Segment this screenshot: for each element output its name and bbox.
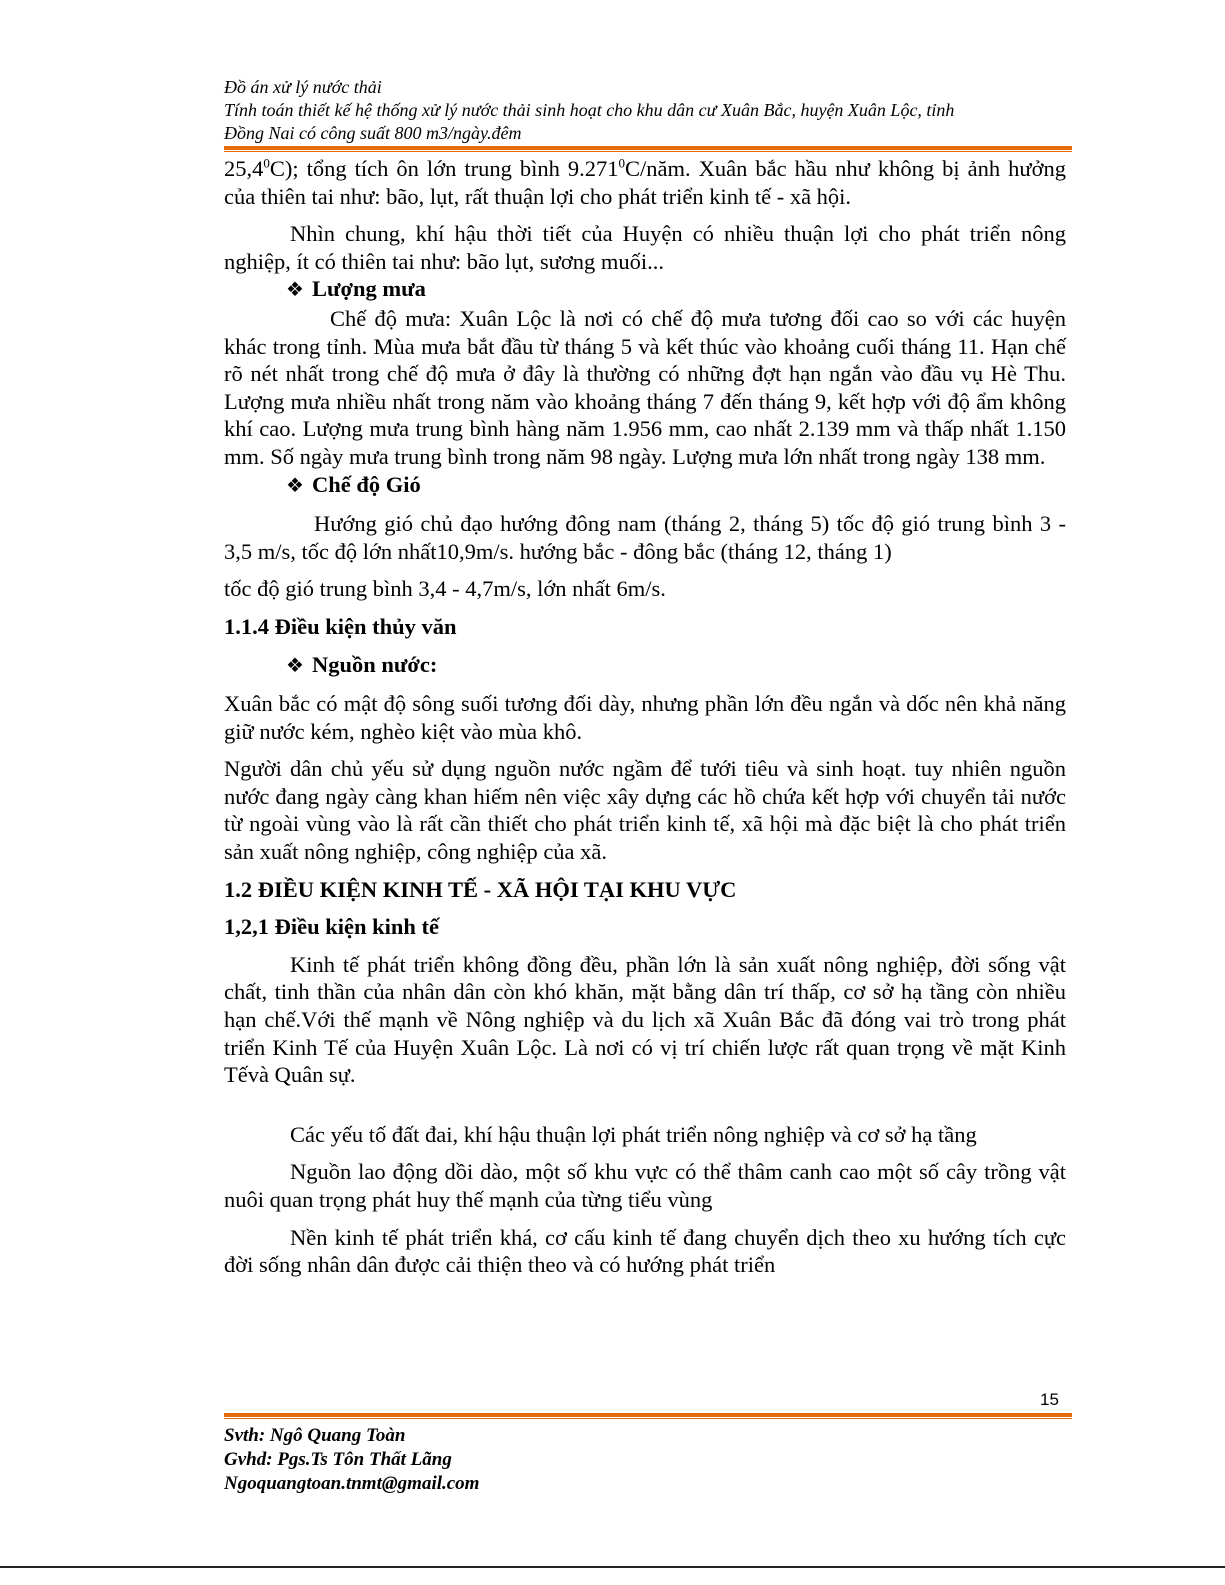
page-header	[224, 76, 1074, 145]
diamond-bullet-icon: ❖	[286, 654, 304, 677]
bullet-heading-rain: ❖ Lượng mưa	[224, 275, 1066, 305]
paragraph-economy-1: Kinh tế phát triển không đồng đều, phần lớn là sản xuất nông nghiệp, đời sống vật chất, tinh thần của nhân dân còn khó khăn, mặt bằng dân trí thấp, cơ sở hạ tầng còn nhiều hạn chế.Với thế mạnh về Nông nghiệp và du lịch xã Xuân Bắc đã đóng vai trò trong phát triển Kinh Tế của Huyện Xuân Lộc. Là nơi có vị trí chiến lược rất quan trọng về mặt Kinh Tếvà Quân sự.	[224, 951, 1066, 1088]
paragraph-economy-3: Nguồn lao động dồi dào, một số khu vực có thể thâm canh cao một số cây trồng vật nuôi quan trọng phát huy thế mạnh của từng tiểu vùng	[224, 1159, 1066, 1212]
document-body	[224, 155, 1066, 1279]
header-rule	[224, 146, 1072, 152]
diamond-bullet-icon: ❖	[286, 279, 304, 302]
paragraph-rain: Chế độ mưa: Xuân Lộc là nơi có chế độ mưa tương đối cao so với các huyện khác trong tỉnh. Mùa mưa bắt đầu từ tháng 5 và kết thúc vào khoảng cuối tháng 11. Hạn chế rõ nét nhất trong chế độ mưa ở đây là thường có những đợt hạn ngắn vào đầu vụ Hè Thu. Lượng mưa nhiều nhất trong năm vào khoảng tháng 7 đến tháng 9, kết hợp với độ ẩm không khí cao. Lượng mưa trung bình hàng năm 1.956 mm, cao nhất 2.139 mm và thấp nhất 1.150 mm. Số ngày mưa trung bình trong năm 98 ngày. Lượng mưa lớn nhất trong ngày 138 mm.	[224, 305, 1066, 469]
page-footer	[224, 1424, 479, 1496]
paragraph-water-1: Xuân bắc có mật độ sông suối tương đối dày, nhưng phần lớn đều ngắn và dốc nên khả năng giữ nước kém, nghèo kiệt vào mùa khô.	[224, 691, 1066, 744]
paragraph-economy-2: Các yếu tố đất đai, khí hậu thuận lợi phát triển nông nghiệp và cơ sở hạ tầng	[290, 1121, 977, 1147]
paragraph-water-2: Người dân chủ yếu sử dụng nguồn nước ngầm để tưới tiêu và sinh hoạt. tuy nhiên nguồn nước đang ngày càng khan hiếm nên việc xây dựng các hồ chứa kết hợp với chuyển tải nước từ ngoài vùng vào là rất cần thiết cho phát triển kinh tế, xã hội mà đặc biệt là cho phát triển sản xuất nông nghiệp, công nghiệp của xã.	[224, 756, 1066, 865]
paragraph-wind: Hướng gió chủ đạo hướng đông nam (tháng 2, tháng 5) tốc độ gió trung bình 3 - 3,5 m/s, tốc độ lớn nhất10,9m/s. hướng bắc - đông bắc (tháng 12, tháng 1)	[224, 511, 1066, 564]
footer-rule	[224, 1413, 1072, 1419]
page-number: 15	[1040, 1390, 1059, 1409]
footer-email: Ngoquangtoan.tnmt@gmail.com	[224, 1473, 480, 1494]
header-project-title-cont: Đồng Nai có công suất 800 m3/ngày.đêm	[224, 123, 522, 143]
diamond-bullet-icon: ❖	[286, 474, 304, 497]
paragraph-economy-4: Nền kinh tế phát triển khá, cơ cấu kinh tế đang chuyển dịch theo xu hướng tích cực đời sống nhân dân được cải thiện theo và có hướng phát triển	[224, 1224, 1066, 1278]
paragraph-climate-summary: Nhìn chung, khí hậu thời tiết của Huyện có nhiều thuận lợi cho phát triển nông nghiệp, ít có thiên tai như: bão lụt, sương muối...	[224, 221, 1066, 274]
header-course-title: Đồ án xử lý nước thải	[224, 77, 382, 97]
footer-student: Svth: Ngô Quang Toàn	[224, 1425, 406, 1446]
footer-advisor: Gvhd: Pgs.Ts Tôn Thất Lãng	[224, 1449, 452, 1470]
page-bottom-divider	[0, 1566, 1225, 1568]
bullet-heading-wind: ❖ Chế độ Gió	[224, 471, 1066, 501]
section-heading-hydrology: 1.1.4 Điều kiện thủy văn	[224, 613, 457, 639]
bullet-heading-water-source: ❖ Nguồn nước:	[224, 651, 1066, 681]
header-project-title: Tính toán thiết kế hệ thống xử lý nước thải sinh hoạt cho khu dân cư Xuân Bắc, huyện Xuân Lộc, tỉnh	[224, 100, 955, 120]
paragraph-wind-cont: tốc độ gió trung bình 3,4 - 4,7m/s, lớn nhất 6m/s.	[224, 576, 666, 602]
paragraph-climate-cont: 25,4$^0$C); tổng tích ôn lớn trung bình 9.271$^0$C/năm. Xuân bắc hầu như không bị ảnh hưởng của thiên tai như: bão, lụt, rất thuận lợi cho phát triển kinh tế - xã hội.	[224, 155, 1066, 209]
section-heading-socioeconomic: 1.2 ĐIỀU KIỆN KINH TẾ - XÃ HỘI TẠI KHU VỰC	[224, 876, 737, 902]
section-heading-economy: 1,2,1 Điều kiện kinh tế	[224, 914, 440, 940]
